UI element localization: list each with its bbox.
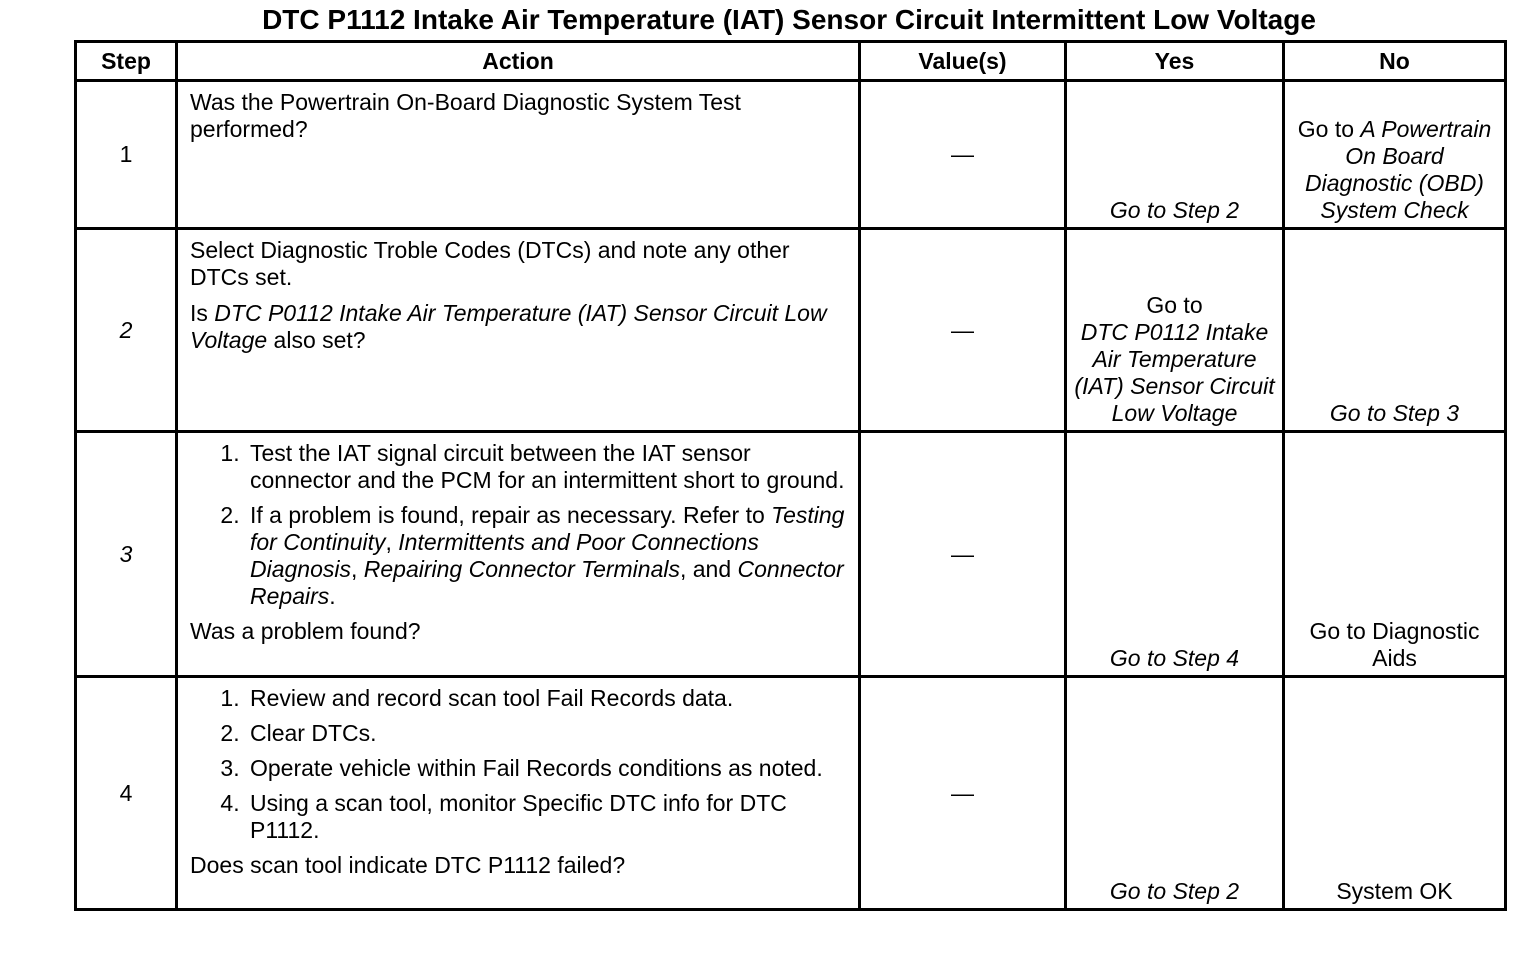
- step-number: 1: [76, 81, 177, 229]
- value-cell: [860, 81, 1066, 229]
- procedure-list: [190, 685, 846, 844]
- table-row: [76, 229, 1506, 432]
- header-row: [76, 42, 1506, 81]
- header-action: Action: [177, 42, 860, 81]
- value-cell: [860, 432, 1066, 677]
- table-row: [76, 432, 1506, 677]
- procedure-item: 1. Review and record scan tool Fail Records data.: [246, 685, 846, 712]
- reference-link[interactable]: Testing for Continuity: [250, 502, 845, 555]
- question-prefix: Is: [190, 300, 215, 326]
- value-cell: [860, 229, 1066, 432]
- step-number: 4: [76, 677, 177, 910]
- value-text: —: [951, 779, 974, 806]
- procedure-item: 3. Operate vehicle within Fail Records conditions as noted.: [246, 755, 846, 782]
- procedure-item: 1. Test the IAT signal circuit between the IAT sensor connector and the PCM for an intermittent short to ground.: [246, 440, 846, 494]
- action-cell: [177, 229, 860, 432]
- header-values: Value(s): [860, 42, 1066, 81]
- action-cell: [177, 677, 860, 910]
- step-number: 2: [76, 229, 177, 432]
- table-row: [76, 677, 1506, 910]
- no-cell: [1284, 229, 1506, 432]
- value-text: —: [951, 540, 974, 567]
- no-link[interactable]: Go to Diagnostic Aids: [1309, 618, 1480, 671]
- no-prefix: Go to: [1297, 116, 1361, 142]
- item-text: If a problem is found, repair as necessary. Refer to: [250, 502, 772, 528]
- yes-link[interactable]: Go to Step 2: [1109, 197, 1240, 223]
- header-no: No: [1284, 42, 1506, 81]
- procedure-item: 4. Using a scan tool, monitor Specific DTC info for DTC P1112.: [246, 790, 846, 844]
- step-number: 3: [76, 432, 177, 677]
- action-instruction: Select Diagnostic Troble Codes (DTCs) and note any other DTCs set.: [190, 237, 790, 290]
- yes-link[interactable]: Go to Step 4: [1109, 645, 1240, 671]
- header-yes: Yes: [1066, 42, 1284, 81]
- action-question: [190, 300, 846, 354]
- header-step: Step: [76, 42, 177, 81]
- yes-link[interactable]: DTC P0112 Intake Air Temperature (IAT) Sensor Circuit Low Voltage: [1074, 319, 1275, 426]
- yes-prefix: Go to: [1146, 292, 1203, 318]
- action-question: Does scan tool indicate DTC P1112 failed?: [190, 852, 626, 878]
- action-cell: [177, 81, 860, 229]
- reference-link[interactable]: Connector Repairs: [250, 556, 844, 609]
- value-text: —: [951, 141, 974, 167]
- no-link[interactable]: Go to Step 3: [1329, 400, 1460, 426]
- yes-cell: [1066, 229, 1284, 432]
- no-result: System OK: [1336, 878, 1453, 904]
- item-text: ,: [385, 529, 399, 555]
- procedure-item: [246, 502, 846, 610]
- item-text: , and: [679, 556, 738, 582]
- no-link[interactable]: A Powertrain On Board Diagnostic (OBD) System Check: [1305, 116, 1492, 223]
- procedure-list: [190, 440, 846, 610]
- reference-link[interactable]: Intermittents and Poor Connections Diagnosis: [250, 529, 759, 582]
- item-text: ,: [351, 556, 364, 582]
- no-cell: [1284, 677, 1506, 910]
- table-row: [76, 81, 1506, 229]
- page-title: DTC P1112 Intake Air Temperature (IAT) Sensor Circuit Intermittent Low Voltage: [262, 4, 1316, 35]
- yes-cell: [1066, 432, 1284, 677]
- no-cell: [1284, 432, 1506, 677]
- diagnostic-table: [74, 40, 1507, 911]
- yes-link[interactable]: Go to Step 2: [1109, 878, 1240, 904]
- action-question: Was a problem found?: [190, 618, 421, 644]
- no-cell: [1284, 81, 1506, 229]
- yes-cell: [1066, 677, 1284, 910]
- question-link[interactable]: DTC P0112 Intake Air Temperature (IAT) Sensor Circuit Low Voltage: [190, 300, 827, 353]
- action-question: Was the Powertrain On-Board Diagnostic System Test performed?: [190, 89, 741, 142]
- procedure-item: 2. Clear DTCs.: [246, 720, 846, 747]
- reference-link[interactable]: Repairing Connector Terminals: [363, 556, 680, 582]
- yes-cell: [1066, 81, 1284, 229]
- value-text: —: [951, 316, 974, 343]
- value-cell: [860, 677, 1066, 910]
- action-cell: [177, 432, 860, 677]
- question-suffix: also set?: [267, 327, 366, 353]
- item-text: .: [329, 583, 336, 609]
